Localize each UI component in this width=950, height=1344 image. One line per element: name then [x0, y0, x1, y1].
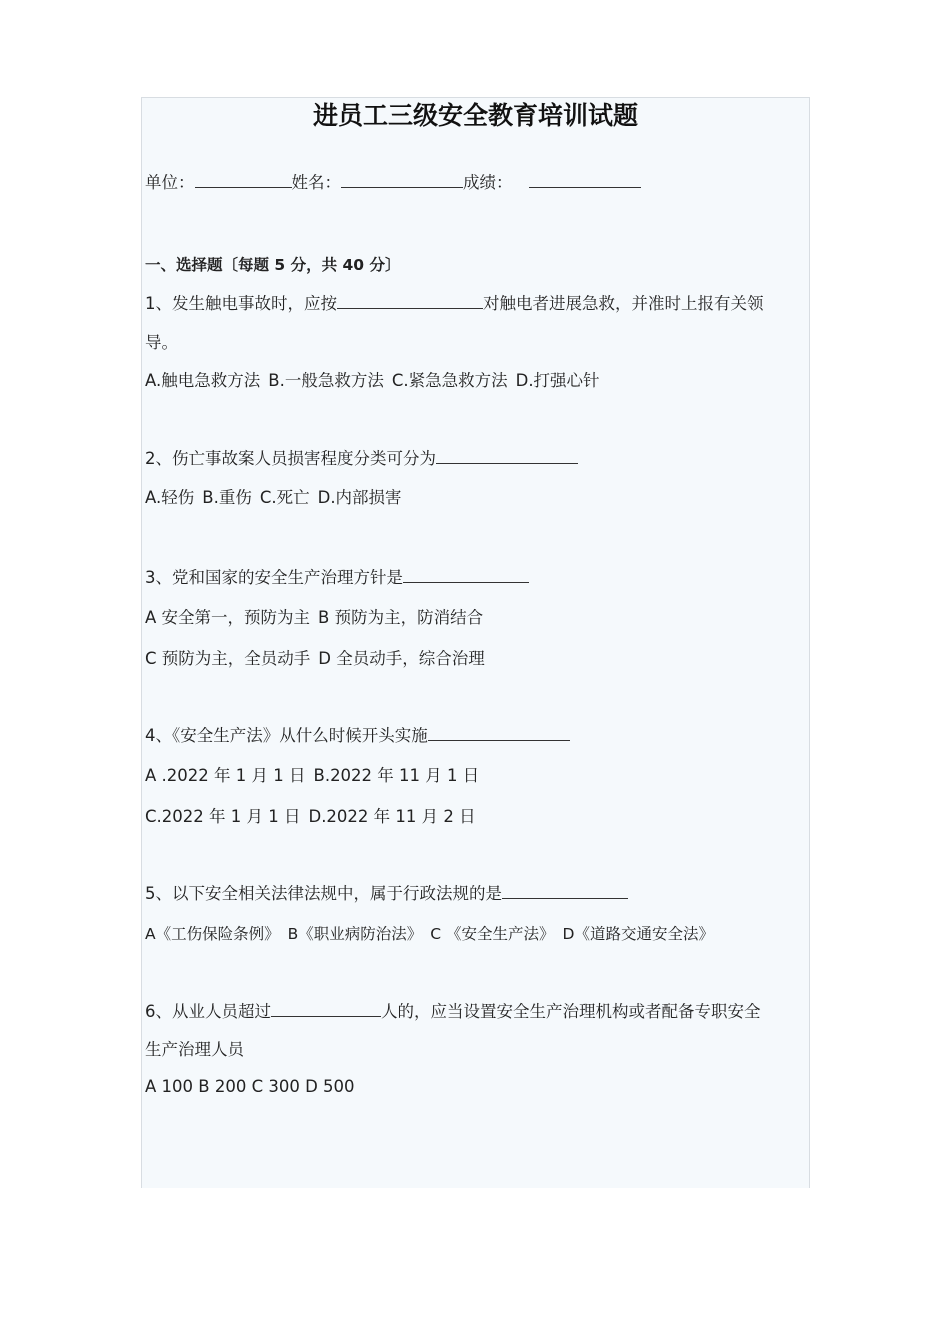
name-label: 姓名： — [291, 173, 341, 192]
question-3-text-a: 3、党和国家的安全生产治理方针是 — [145, 568, 403, 587]
question-6-stem-cont: 生产治理人员 — [145, 1040, 244, 1059]
question-3-options-row-1 — [145, 606, 483, 630]
question-3-options-row-2 — [145, 647, 485, 671]
section-heading: 一、选择题〔每题 5 分，共 40 分〕 — [145, 256, 401, 274]
page-title: 进员工三级安全教育培训试题 — [312, 101, 638, 130]
question-3-option-a: A 安全第一，预防为主 — [145, 608, 311, 627]
question-4-option-d: D.2022 年 11 月 2 日 — [308, 807, 476, 826]
question-4-stem — [145, 724, 570, 748]
question-4-option-c: C.2022 年 1 月 1 日 — [145, 807, 301, 826]
question-4-options-row-2 — [145, 805, 476, 829]
question-3-stem — [145, 566, 529, 590]
unit-blank[interactable] — [195, 171, 292, 188]
question-4-options-row-1 — [145, 764, 479, 788]
question-2-stem — [145, 447, 578, 471]
question-2-option-b: B.重伤 — [202, 488, 252, 507]
question-2-option-d: D.内部损害 — [317, 488, 402, 507]
question-1-stem-cont: 导。 — [145, 333, 178, 352]
name-blank[interactable] — [341, 171, 463, 188]
question-5-option-b: B《职业病防治法》 — [287, 925, 423, 943]
question-6-stem — [145, 1000, 761, 1024]
question-6-text-b: 人的，应当设置安全生产治理机构或者配备专职安全 — [381, 1002, 761, 1021]
question-1-blank[interactable] — [337, 292, 483, 309]
question-1-text-a: 1、发生触电事故时，应按 — [145, 294, 337, 313]
question-1-option-c: C.紧急急救方法 — [391, 371, 508, 390]
question-2-blank[interactable] — [436, 447, 578, 464]
question-2-option-a: A.轻伤 — [145, 488, 195, 507]
question-5-option-c: C 《安全生产法》 — [430, 925, 555, 943]
question-5-option-d: D《道路交通安全法》 — [562, 925, 714, 943]
question-4-text-a: 4、《安全生产法》从什么时候开头实施 — [145, 726, 428, 745]
unit-label: 单位： — [145, 173, 195, 192]
question-5-text-a: 5、以下安全相关法律法规中，属于行政法规的是 — [145, 884, 502, 903]
question-5-stem — [145, 882, 628, 906]
question-1-text-b: 对触电者进展急救，并准时上报有关领 — [483, 294, 764, 313]
question-6-options: A 100 B 200 C 300 D 500 — [145, 1077, 355, 1096]
question-1-option-a: A.触电急救方法 — [145, 371, 261, 390]
question-2-option-c: C.死亡 — [259, 488, 310, 507]
question-6-text-a: 6、从业人员超过 — [145, 1002, 271, 1021]
question-1-option-d: D.打强心针 — [515, 371, 600, 390]
question-1-option-b: B.一般急救方法 — [268, 371, 384, 390]
question-4-blank[interactable] — [428, 724, 570, 741]
question-4-option-a: A .2022 年 1 月 1 日 — [145, 766, 306, 785]
score-blank[interactable] — [529, 171, 641, 188]
question-6-blank[interactable] — [271, 1000, 381, 1017]
question-1-stem — [145, 292, 764, 316]
question-3-blank[interactable] — [403, 566, 529, 583]
question-1-options — [145, 369, 600, 393]
score-label: 成绩： — [463, 173, 513, 192]
question-2-text-a: 2、伤亡事故案人员损害程度分类可分为 — [145, 449, 436, 468]
question-5-option-a: A《工伤保险条例》 — [145, 925, 280, 943]
question-3-option-d: D 全员动手，综合治理 — [318, 649, 485, 668]
question-5-blank[interactable] — [502, 882, 628, 899]
question-4-option-b: B.2022 年 11 月 1 日 — [313, 766, 480, 785]
question-3-option-b: B 预防为主，防消结合 — [318, 608, 484, 627]
question-2-options — [145, 486, 402, 510]
question-5-options — [145, 922, 714, 946]
exam-sheet — [141, 97, 810, 1188]
header-fields — [145, 171, 641, 195]
question-3-option-c: C 预防为主，全员动手 — [145, 649, 311, 668]
